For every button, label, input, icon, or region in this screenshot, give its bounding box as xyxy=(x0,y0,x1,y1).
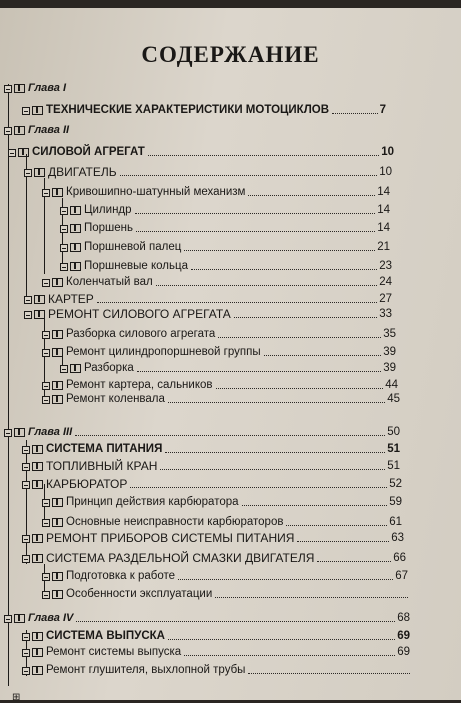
entry-label: Ремонт картера, сальников xyxy=(66,379,213,391)
page-number: 51 xyxy=(387,443,400,455)
expand-collapse-icon xyxy=(4,429,12,437)
page-number: 14 xyxy=(377,204,390,216)
book-icon xyxy=(52,381,63,390)
page-number: 35 xyxy=(383,328,396,340)
expand-collapse-icon xyxy=(22,649,30,657)
toc-entry xyxy=(60,260,392,273)
leader-dots xyxy=(242,505,388,506)
page-number: 69 xyxy=(397,646,410,658)
entry-label: Принцип действия карбюратора xyxy=(66,496,239,508)
entry-label: РЕМОНТ ПРИБОРОВ СИСТЕМЫ ПИТАНИЯ xyxy=(46,531,295,545)
chapter-heading xyxy=(4,124,69,137)
book-icon xyxy=(70,262,81,271)
entry-label: СИСТЕМА ВЫПУСКА xyxy=(46,630,165,642)
leader-dots xyxy=(160,469,385,470)
book-icon xyxy=(34,310,45,319)
book-icon xyxy=(14,126,25,135)
book-icon xyxy=(34,295,45,304)
leader-dots xyxy=(135,213,376,214)
book-icon xyxy=(52,518,63,527)
book-icon xyxy=(70,243,81,252)
toc-entry xyxy=(60,241,390,254)
toc-entry xyxy=(42,570,408,583)
entry-label: ТОПЛИВНЫЙ КРАН xyxy=(46,459,158,473)
expand-collapse-icon xyxy=(60,244,68,252)
toc-entry xyxy=(22,532,404,545)
leader-dots xyxy=(136,231,375,232)
chapter-heading xyxy=(4,612,410,625)
entry-label: Глава IV xyxy=(28,612,74,624)
page-number: 61 xyxy=(389,516,402,528)
page-number: 63 xyxy=(391,532,404,544)
toc-entry xyxy=(42,276,392,289)
toc-entry xyxy=(42,496,402,509)
book-icon xyxy=(70,206,81,215)
leader-dots xyxy=(248,195,375,196)
book-icon xyxy=(14,428,25,437)
book-icon xyxy=(32,666,43,675)
expand-collapse-icon xyxy=(24,169,32,177)
book-icon xyxy=(52,278,63,287)
book-icon xyxy=(32,445,43,454)
entry-label: Ремонт цилиндропоршневой группы xyxy=(66,346,261,358)
entry-label: ТЕХНИЧЕСКИЕ ХАРАКТЕРИСТИКИ МОТОЦИКЛОВ xyxy=(46,104,330,116)
page-number: 24 xyxy=(379,276,392,288)
book-page xyxy=(0,8,461,703)
entry-label: Ремонт системы выпуска xyxy=(46,646,182,658)
toc-entry xyxy=(42,516,402,529)
expand-collapse-icon xyxy=(60,207,68,215)
book-icon xyxy=(32,480,43,489)
toc-entry xyxy=(22,664,412,677)
book-icon xyxy=(52,188,63,197)
leader-dots xyxy=(317,561,391,562)
entry-label: Особенности эксплуатации xyxy=(66,588,213,600)
toc-entry xyxy=(42,379,398,392)
page-number: 10 xyxy=(381,146,394,158)
book-icon xyxy=(32,648,43,657)
page-number: 14 xyxy=(377,222,390,234)
expand-collapse-icon xyxy=(22,555,30,563)
expand-collapse-icon xyxy=(60,263,68,271)
expand-collapse-icon xyxy=(24,311,32,319)
leader-dots xyxy=(168,402,385,403)
expand-collapse-icon xyxy=(22,667,30,675)
leader-dots xyxy=(216,388,384,389)
page-number: 52 xyxy=(389,478,402,490)
expand-collapse-icon xyxy=(22,633,30,641)
expand-collapse-icon xyxy=(24,296,32,304)
toc-entry xyxy=(42,588,410,601)
expand-collapse-icon xyxy=(22,463,30,471)
page-number: 39 xyxy=(383,362,396,374)
leader-dots xyxy=(234,317,377,318)
book-icon xyxy=(32,534,43,543)
entry-label: Подготовка к работе xyxy=(66,570,176,582)
expand-collapse-icon xyxy=(60,225,68,233)
leader-dots xyxy=(97,302,377,303)
leader-dots xyxy=(178,579,393,580)
leader-dots xyxy=(215,597,408,598)
book-icon xyxy=(52,330,63,339)
expand-collapse-icon xyxy=(42,382,50,390)
page-number: 27 xyxy=(379,293,392,305)
page-number: 39 xyxy=(383,346,396,358)
entry-label: ДВИГАТЕЛЬ xyxy=(48,165,117,179)
entry-label: Основные неисправности карбюраторов xyxy=(66,516,284,528)
page-number: 23 xyxy=(379,260,392,272)
leader-dots xyxy=(332,113,378,114)
leader-dots xyxy=(76,621,395,622)
toc-entry xyxy=(22,478,402,491)
page-number: 69 xyxy=(397,630,410,642)
page-number: 44 xyxy=(385,379,398,391)
toc-entry xyxy=(24,166,392,179)
entry-label: Глава III xyxy=(28,426,73,438)
entry-label: СИСТЕМА ПИТАНИЯ xyxy=(46,443,163,455)
leader-dots xyxy=(148,155,379,156)
expand-collapse-icon xyxy=(22,535,30,543)
expand-collapse-icon xyxy=(4,127,12,135)
book-icon xyxy=(52,395,63,404)
leader-dots xyxy=(156,285,378,286)
book-icon xyxy=(34,168,45,177)
page-number: 66 xyxy=(393,552,406,564)
leader-dots xyxy=(264,355,382,356)
expand-collapse-icon xyxy=(42,591,50,599)
expand-collapse-icon xyxy=(42,349,50,357)
entry-label: РЕМОНТ СИЛОВОГО АГРЕГАТА xyxy=(48,307,231,321)
leader-dots xyxy=(184,655,395,656)
toc-entry xyxy=(42,328,396,341)
book-icon xyxy=(32,106,43,115)
page-number: 21 xyxy=(377,241,390,253)
toc-entry xyxy=(42,186,390,199)
book-icon xyxy=(52,498,63,507)
toc-entry xyxy=(22,443,400,456)
toc-entry xyxy=(22,630,410,643)
toc-entry xyxy=(22,646,410,659)
leader-dots xyxy=(168,639,395,640)
toc-entry xyxy=(60,362,396,375)
toc-entry xyxy=(60,222,390,235)
expand-collapse-icon xyxy=(60,365,68,373)
entry-label: КАРТЕР xyxy=(48,292,94,306)
book-icon xyxy=(52,590,63,599)
entry-label: КАРБЮРАТОР xyxy=(46,477,128,491)
entry-label: Поршневой палец xyxy=(84,241,182,253)
toc-entry xyxy=(22,460,400,473)
expand-collapse-icon xyxy=(22,446,30,454)
page-number: 45 xyxy=(387,393,400,405)
page-number: 14 xyxy=(377,186,390,198)
page-number: 68 xyxy=(397,612,410,624)
entry-label: Поршень xyxy=(84,222,134,234)
toc-entry xyxy=(42,393,400,406)
entry-label: Разборка силового агрегата xyxy=(66,328,216,340)
toc-entry xyxy=(24,308,392,321)
leader-dots xyxy=(218,337,381,338)
toc-entry xyxy=(22,552,406,565)
book-icon xyxy=(32,632,43,641)
tree-root-line xyxy=(8,84,9,686)
leader-dots xyxy=(75,435,385,436)
book-icon xyxy=(52,348,63,357)
entry-label: Глава II xyxy=(28,124,70,136)
book-icon xyxy=(14,84,25,93)
book-icon xyxy=(14,614,25,623)
leader-dots xyxy=(130,487,387,488)
book-icon xyxy=(18,148,29,157)
book-icon xyxy=(32,462,43,471)
book-icon xyxy=(52,572,63,581)
leader-dots xyxy=(184,250,375,251)
expand-collapse-icon xyxy=(4,615,12,623)
entry-label: Поршневые кольца xyxy=(84,260,188,272)
expand-collapse-icon xyxy=(22,107,30,115)
entry-label: Ремонт глушителя, выхлопной трубы xyxy=(46,664,246,676)
chapter-heading xyxy=(4,426,400,439)
toc-entry xyxy=(22,104,386,117)
page-title: СОДЕРЖАНИЕ xyxy=(141,42,320,67)
tree-line-pitanie xyxy=(26,440,27,564)
leader-dots xyxy=(137,371,381,372)
leader-dots xyxy=(120,175,378,176)
expand-collapse-icon xyxy=(42,189,50,197)
page-number: 33 xyxy=(379,308,392,320)
expand-collapse-icon xyxy=(42,573,50,581)
entry-label: СИСТЕМА РАЗДЕЛЬНОЙ СМАЗКИ ДВИГАТЕЛЯ xyxy=(46,551,315,565)
leader-dots xyxy=(248,673,410,674)
expand-collapse-icon xyxy=(4,85,12,93)
page-number: 59 xyxy=(389,496,402,508)
expand-collapse-icon xyxy=(42,396,50,404)
entry-label: Коленчатый вал xyxy=(66,276,153,288)
page-number: 50 xyxy=(387,426,400,438)
entry-label: Ремонт коленвала xyxy=(66,393,165,405)
page-number: 67 xyxy=(395,570,408,582)
page-number: 10 xyxy=(379,166,392,178)
entry-label: СИЛОВОЙ АГРЕГАТ xyxy=(32,146,145,158)
leader-dots xyxy=(165,452,385,453)
expand-collapse-icon xyxy=(8,149,16,157)
expand-collapse-icon xyxy=(42,331,50,339)
expand-collapse-icon xyxy=(42,519,50,527)
entry-label: Глава I xyxy=(28,82,67,94)
toc-entry xyxy=(42,346,396,359)
expand-collapse-icon xyxy=(42,499,50,507)
entry-label: Цилиндр xyxy=(84,204,132,216)
toc-entry xyxy=(60,204,390,217)
bottom-tree-marker: ⊞ xyxy=(12,692,21,703)
book-icon xyxy=(70,364,81,373)
expand-collapse-icon xyxy=(42,279,50,287)
leader-dots xyxy=(297,541,389,542)
entry-label: Кривошипно-шатунный механизм xyxy=(66,186,246,198)
leader-dots xyxy=(286,525,387,526)
page-number: 7 xyxy=(379,104,386,116)
toc-entry xyxy=(8,146,394,159)
expand-collapse-icon xyxy=(22,481,30,489)
toc-entry xyxy=(24,293,392,306)
leader-dots xyxy=(191,269,377,270)
book-icon xyxy=(70,224,81,233)
entry-label: Разборка xyxy=(84,362,134,374)
book-icon xyxy=(32,554,43,563)
chapter-heading xyxy=(4,82,66,95)
page-number: 51 xyxy=(387,460,400,472)
